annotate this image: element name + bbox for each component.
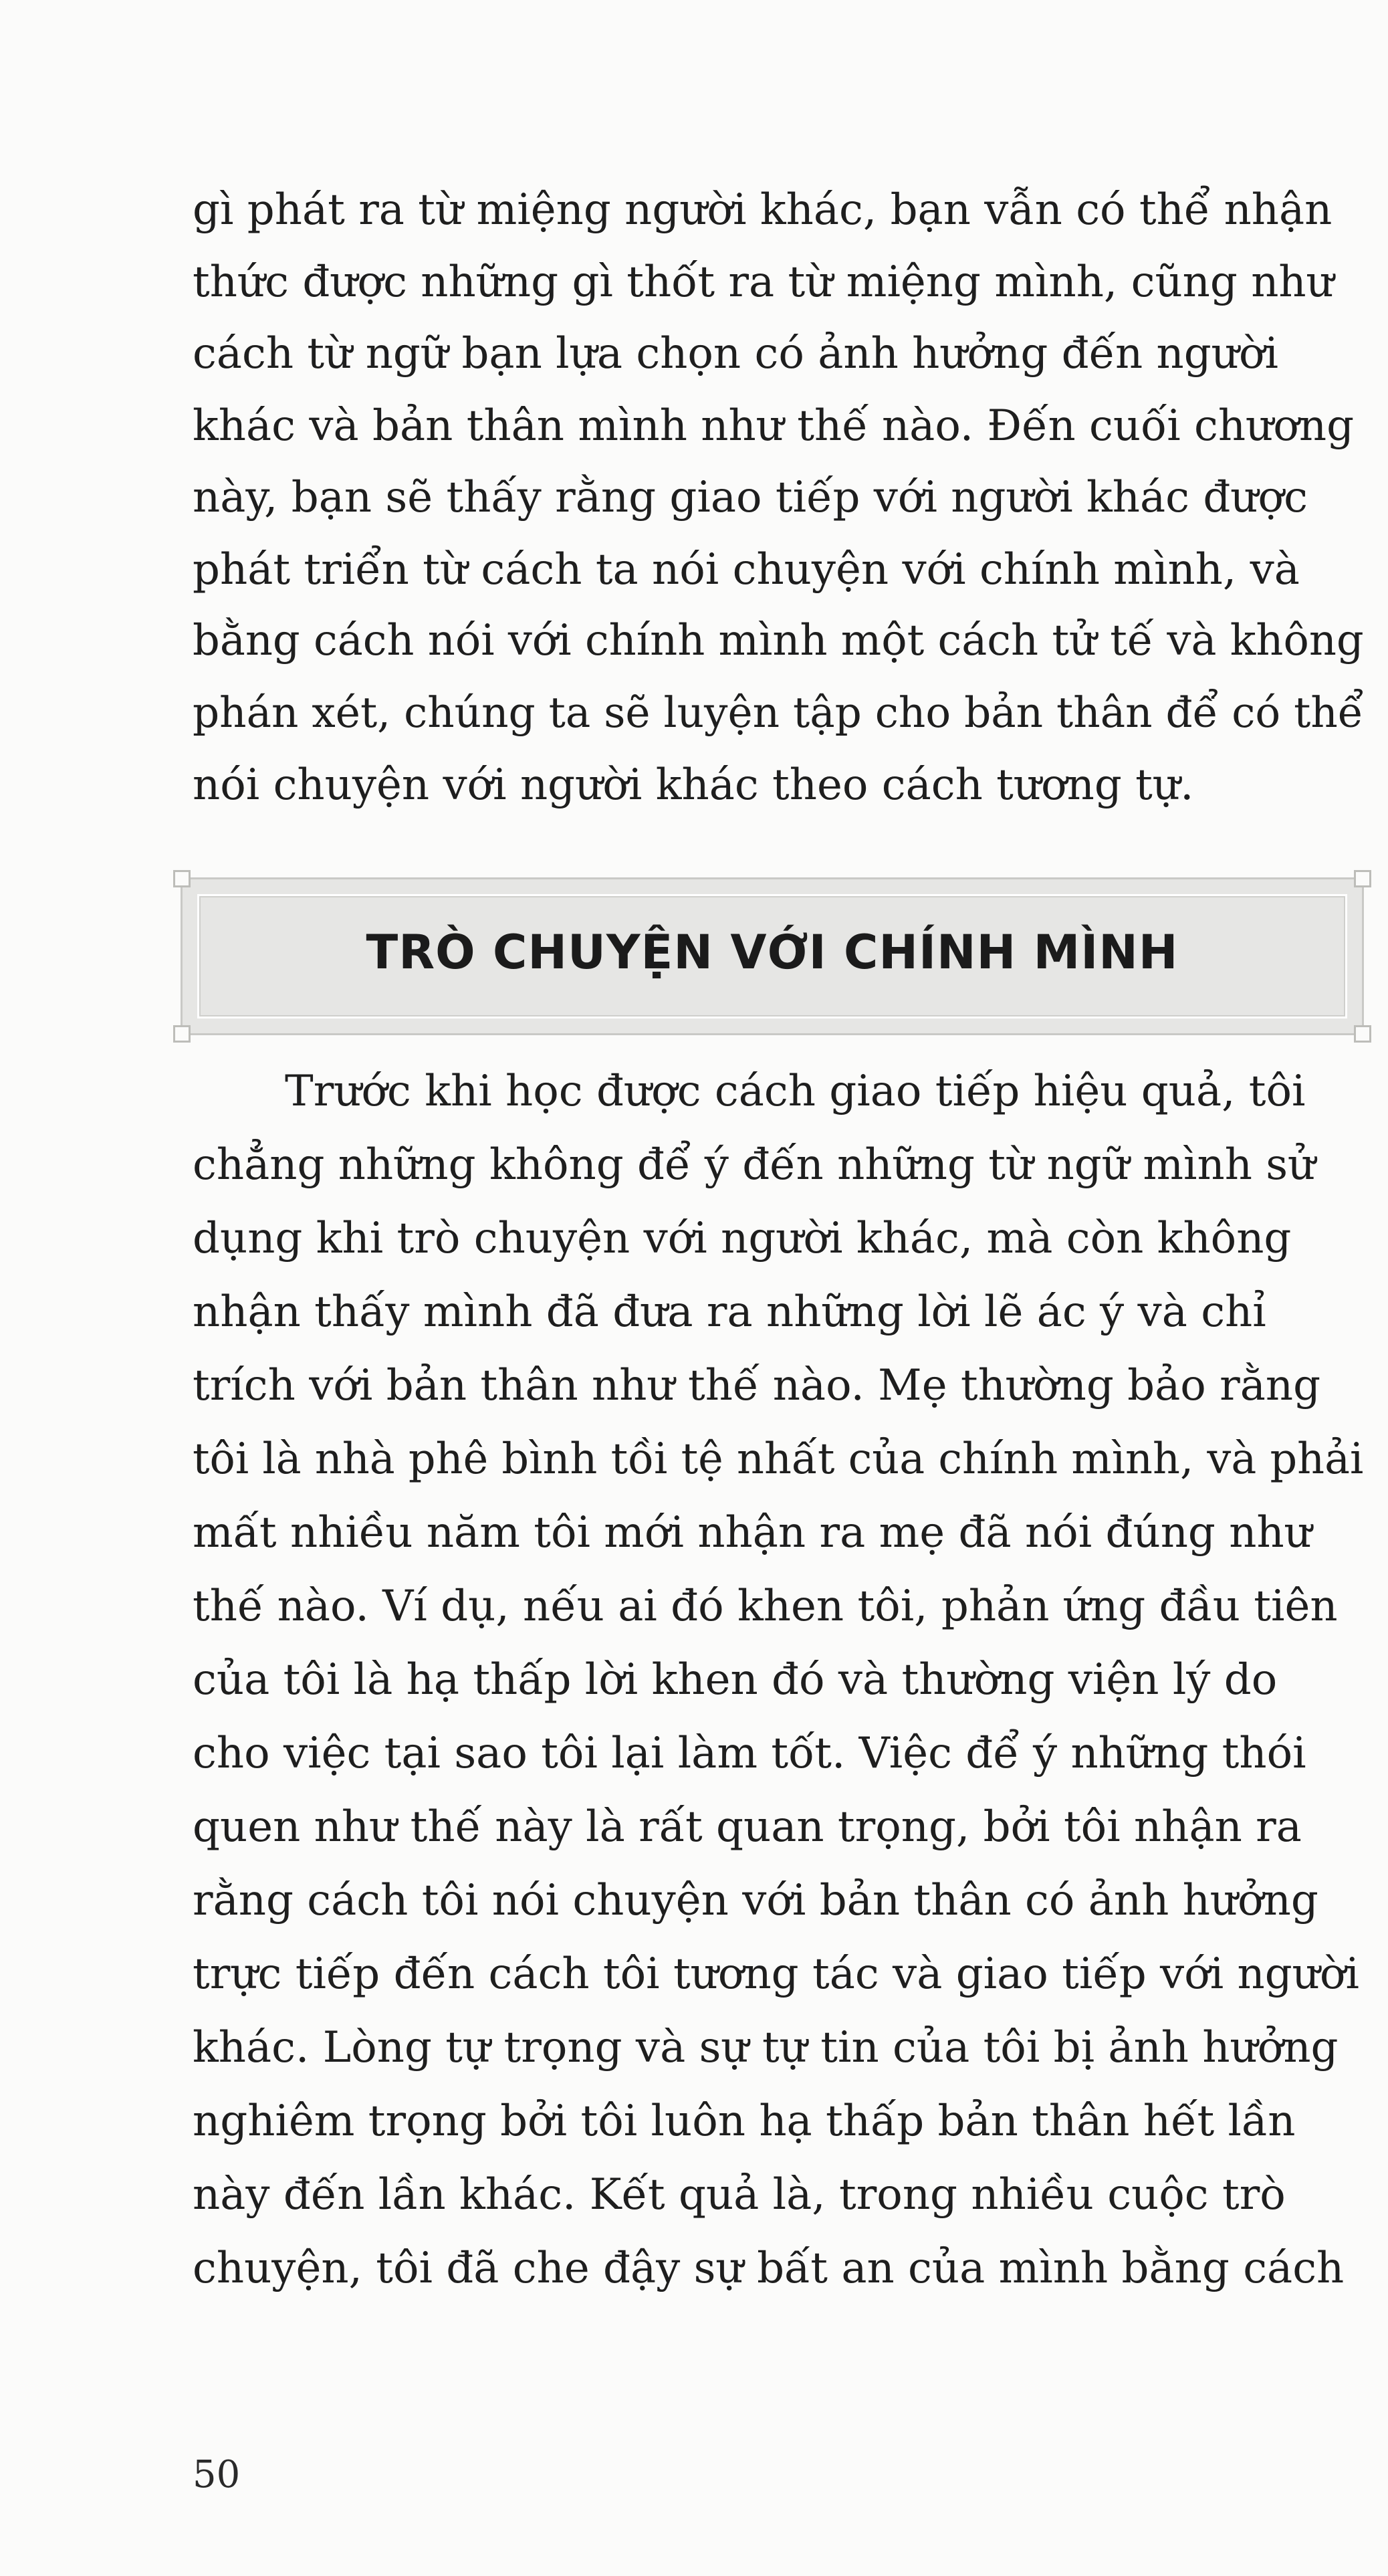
text-line: chuyện, tôi đã che đậy sự bất an của mình bằng cách [193, 2244, 1345, 2293]
text-line: rằng cách tôi nói chuyện với bản thân có ảnh hưởng [193, 1876, 1318, 1925]
text-line: nói chuyện với người khác theo cách tương tự. [193, 760, 1194, 810]
frame-corner-ornament [1354, 870, 1371, 887]
text-line: của tôi là hạ thấp lời khen đó và thường viện lý do [193, 1655, 1278, 1705]
text-line: nghiêm trọng bởi tôi luôn hạ thấp bản thân hết lần [193, 2097, 1296, 2146]
text-line: khác và bản thân mình như thế nào. Đến cuối chương [193, 401, 1355, 451]
text-line: nhận thấy mình đã đưa ra những lời lẽ ác ý và chỉ [193, 1287, 1266, 1337]
text-line: tôi là nhà phê bình tồi tệ nhất của chính mình, và phải [193, 1434, 1364, 1483]
text-line: quen như thế này là rất quan trọng, bởi tôi nhận ra [193, 1802, 1302, 1852]
text-line: phát triển từ cách ta nói chuyện với chính mình, và [193, 544, 1300, 595]
text-line: thế nào. Ví dụ, nếu ai đó khen tôi, phản ứng đầu tiên [193, 1582, 1338, 1631]
section-heading-frame [181, 877, 1364, 1035]
text-line: dụng khi trò chuyện với người khác, mà còn không [193, 1214, 1292, 1263]
text-line: gì phát ra từ miệng người khác, bạn vẫn có thể nhận [193, 185, 1333, 235]
text-line: cách từ ngữ bạn lựa chọn có ảnh hưởng đến người [193, 329, 1278, 379]
text-line: phán xét, chúng ta sẽ luyện tập cho bản thân để có thể [193, 687, 1364, 737]
text-line: mất nhiều năm tôi mới nhận ra mẹ đã nói đúng như [193, 1508, 1312, 1558]
frame-corner-ornament [1354, 1025, 1371, 1043]
text-line: bằng cách nói với chính mình một cách tử tế và không [193, 616, 1364, 665]
page-number: 50 [193, 2453, 241, 2496]
text-line: khác. Lòng tự trọng và sự tự tin của tôi bị ảnh hưởng [193, 2023, 1339, 2072]
text-line: trích với bản thân như thế nào. Mẹ thường bảo rằng [193, 1361, 1321, 1410]
text-line: chẳng những không để ý đến những từ ngữ mình sử [193, 1140, 1316, 1190]
body-paragraph [193, 1067, 1364, 2321]
section-heading: TRÒ CHUYỆN VỚI CHÍNH MÌNH [366, 925, 1179, 980]
frame-corner-ornament [173, 1025, 191, 1043]
text-line: Trước khi học được cách giao tiếp hiệu quả, tôi [285, 1067, 1306, 1116]
text-line: này, bạn sẽ thấy rằng giao tiếp với người khác được [193, 473, 1308, 522]
text-line: thức được những gì thốt ra từ miệng mình, cũng như [193, 257, 1334, 307]
intro-paragraph [193, 185, 1364, 836]
text-line: này đến lần khác. Kết quả là, trong nhiều cuộc trò [193, 2170, 1286, 2220]
frame-corner-ornament [173, 870, 191, 887]
text-line: trực tiếp đến cách tôi tương tác và giao tiếp với người [193, 1949, 1359, 1999]
text-line: cho việc tại sao tôi lại làm tốt. Việc để ý những thói [193, 1729, 1306, 1778]
